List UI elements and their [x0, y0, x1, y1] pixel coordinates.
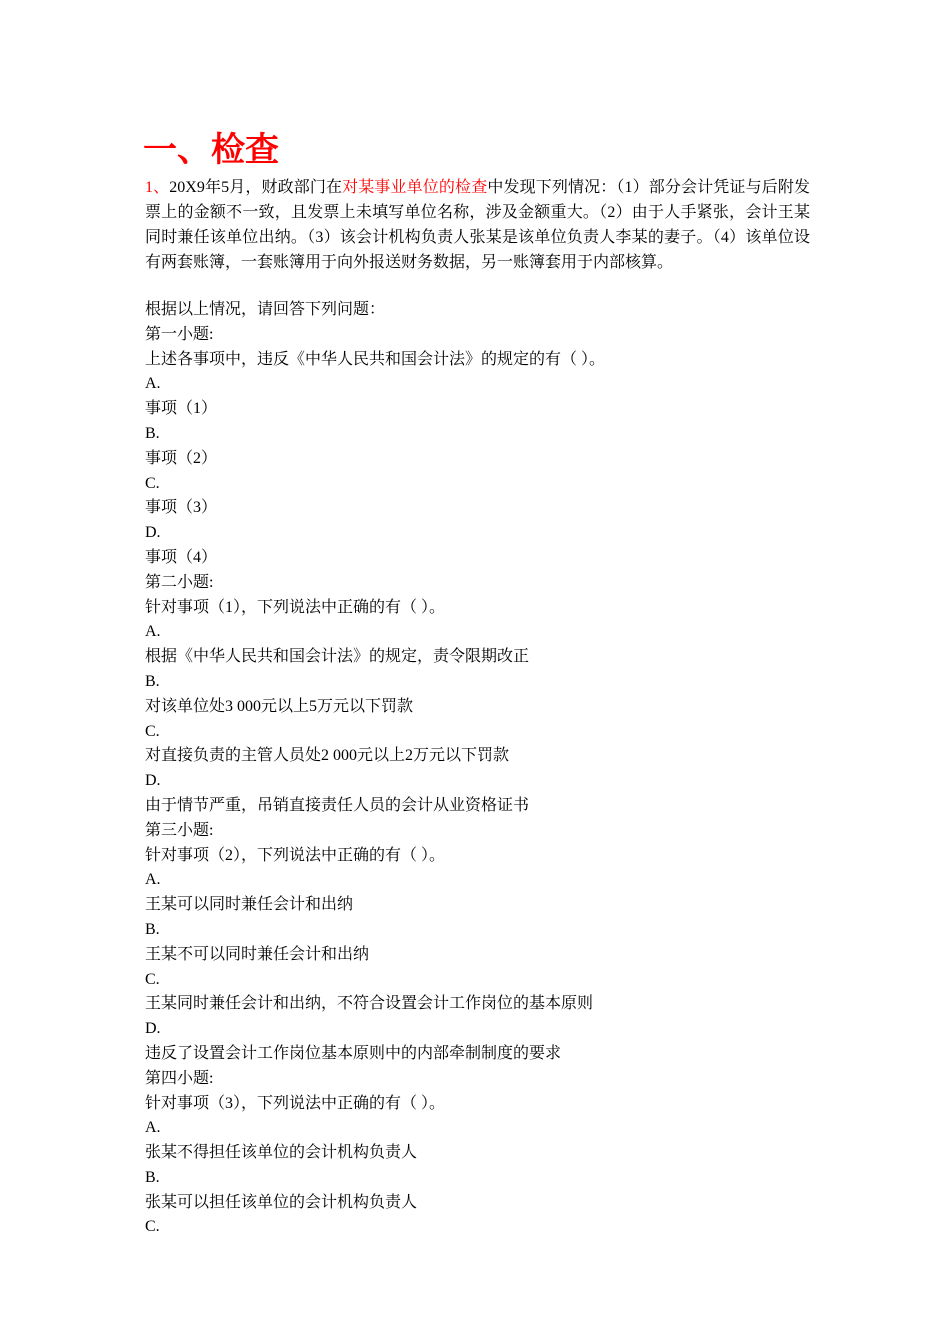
option-letter: C. — [145, 474, 160, 492]
case-intro-paragraph — [145, 175, 810, 275]
option-letter: A. — [145, 375, 161, 393]
question-line: 针对事项（1），下列说法中正确的有（ ）。 — [145, 598, 446, 616]
question-line: 事项（1） — [145, 400, 218, 418]
question-line: 事项（3） — [145, 499, 218, 517]
option-letter: C. — [145, 970, 160, 988]
question-line: 事项（2） — [145, 449, 218, 467]
question-line: 对直接负责的主管人员处2 000元以上2万元以下罚款 — [145, 747, 510, 765]
option-letter: B. — [145, 1168, 160, 1186]
option-letter: B. — [145, 424, 160, 442]
option-letter: D. — [145, 524, 161, 542]
option-letter: C. — [145, 722, 160, 740]
option-letter: B. — [145, 672, 160, 690]
option-letter: A. — [145, 623, 161, 641]
question-line: 根据以上情况，请回答下列问题： — [145, 301, 386, 318]
question-list — [145, 298, 810, 1240]
subquestion-title: 第二小题: — [145, 573, 214, 591]
question-line: 王某可以同时兼任会计和出纳 — [145, 896, 354, 914]
intro-text-start: 20X9年5月，财政部门在 — [169, 179, 343, 196]
question-line: 张某不得担任该单位的会计机构负责人 — [145, 1144, 418, 1162]
subquestion-title: 第三小题: — [145, 821, 214, 839]
option-letter: C. — [145, 1218, 160, 1236]
question-line: 事项（4） — [145, 548, 218, 566]
subquestion-title: 第四小题: — [145, 1069, 214, 1087]
question-line: 王某同时兼任会计和出纳，不符合设置会计工作岗位的基本原则 — [145, 995, 594, 1013]
option-letter: D. — [145, 772, 161, 790]
question-line: 违反了设置会计工作岗位基本原则中的内部牵制制度的要求 — [145, 1044, 562, 1062]
question-number: 1、 — [145, 179, 170, 196]
question-line: 针对事项（3），下列说法中正确的有（ ）。 — [145, 1094, 446, 1112]
option-letter: A. — [145, 871, 161, 889]
option-letter: A. — [145, 1119, 161, 1137]
section-heading: 一、检查 — [143, 130, 279, 170]
question-line: 张某可以担任该单位的会计机构负责人 — [145, 1193, 418, 1211]
question-line: 对该单位处3 000元以上5万元以下罚款 — [145, 697, 414, 715]
intro-text-rest: 中发现下列情况：（1）部分会计凭证与后附发票上的金额不一致，且发票上未填写单位名称，涉及金额重大。（2）由于人手紧张，会计王某同时兼任该单位出纳。（3）该会计机构负责人张某是该单位负责人李某的妻子。（4）该单位设有两套账簿，一套账簿用于向外报送财务数据，另一账簿套用于内部核算。 — [145, 179, 810, 271]
question-line: 由于情节严重，吊销直接责任人员的会计从业资格证书 — [145, 796, 530, 814]
subquestion-title: 第一小题: — [145, 325, 214, 343]
question-line: 针对事项（2），下列说法中正确的有（ ）。 — [145, 846, 446, 864]
option-letter: D. — [145, 1020, 161, 1038]
intro-highlight: 对某事业单位的检查 — [342, 179, 488, 196]
option-letter: B. — [145, 920, 160, 938]
question-line: 王某不可以同时兼任会计和出纳 — [145, 945, 370, 963]
question-line: 根据《中华人民共和国会计法》的规定，责令限期改正 — [145, 648, 530, 666]
question-line: 上述各事项中，违反《中华人民共和国会计法》的规定的有（ ）。 — [145, 350, 606, 368]
